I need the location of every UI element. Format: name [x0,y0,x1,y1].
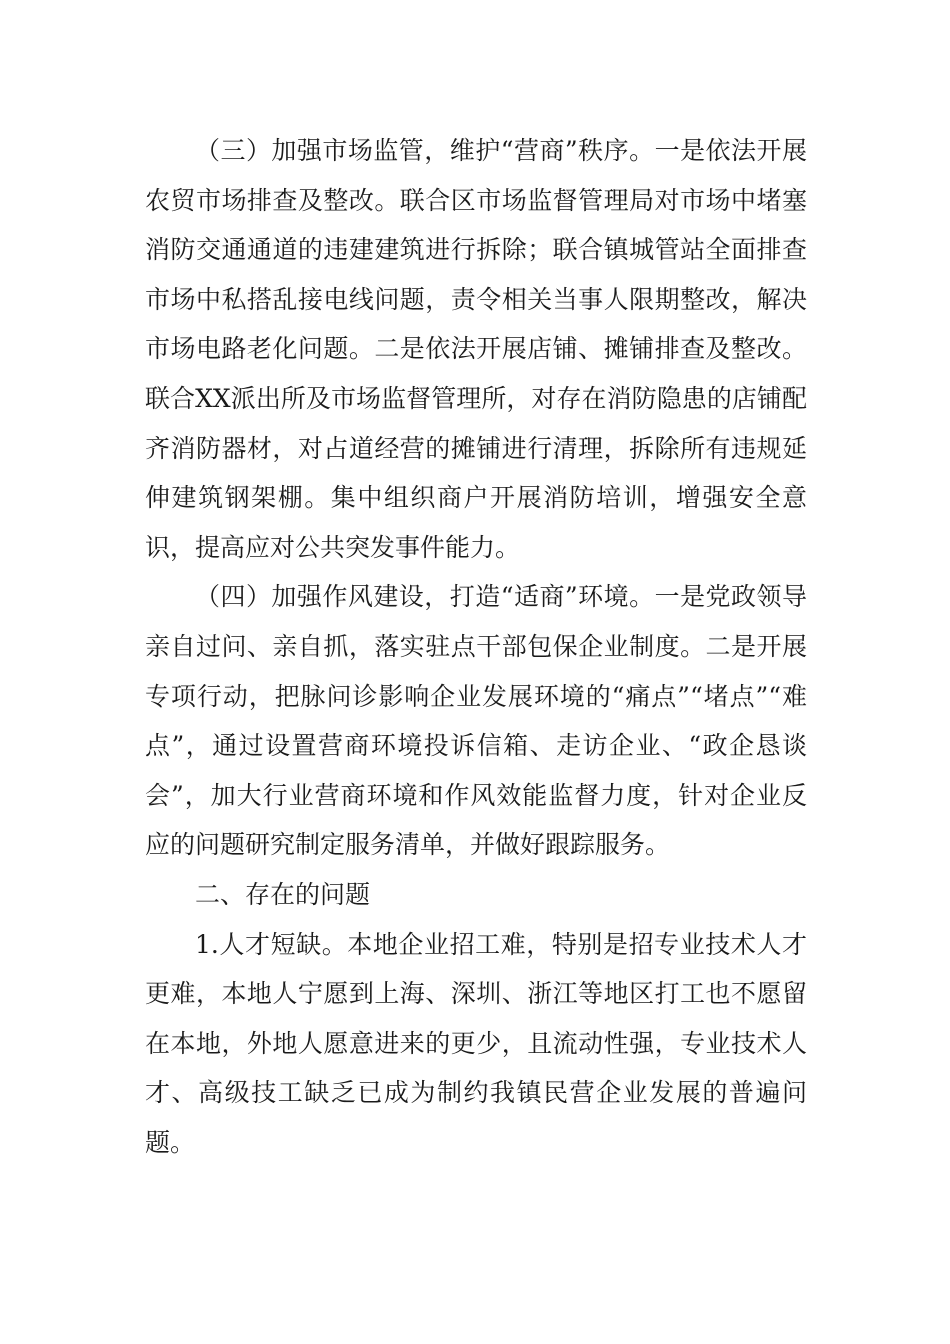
paragraph-work-style: （四）加强作风建设，打造“适商”环境。一是党政领导亲自过问、亲自抓，落实驻点干部包保企业制度。二是开展专项行动，把脉问诊影响企业发展环境的“痛点”“堵点”“难点”，通过设置营商环境投诉信箱、走访企业、“政企恳谈会”，加大行业营商环境和作风效能监督力度，针对企业反应的问题研究制定服务清单，并做好跟踪服务。 [145,582,807,860]
paragraph-market-supervision: （三）加强市场监管，维护“营商”秩序。一是依法开展农贸市场排查及整改。联合区市场监督管理局对市场中堵塞消防交通通道的违建建筑进行拆除；联合镇城管站全面排查市场中私搭乱接电线问题，责令相关当事人限期整改，解决市场电路老化问题。二是依法开展店铺、摊铺排查及整改。联合XX派出所及市场监督管理所，对存在消防隐患的店铺配齐消防器材，对占道经营的摊铺进行清理，拆除所有违规延伸建筑钢架棚。集中组织商户开展消防培训，增强安全意识，提高应对公共突发事件能力。 [145,136,807,562]
section-heading-problems: 二、存在的问题 [195,879,371,909]
document-body [145,126,807,1167]
paragraph-talent-shortage: 1.人才短缺。本地企业招工难，特别是招专业技术人才更难，本地人宁愿到上海、深圳、浙江等地区打工也不愿留在本地，外地人愿意进来的更少，且流动性强，专业技术人才、高级技工缺乏已成为制约我镇民营企业发展的普遍问题。 [145,929,807,1157]
